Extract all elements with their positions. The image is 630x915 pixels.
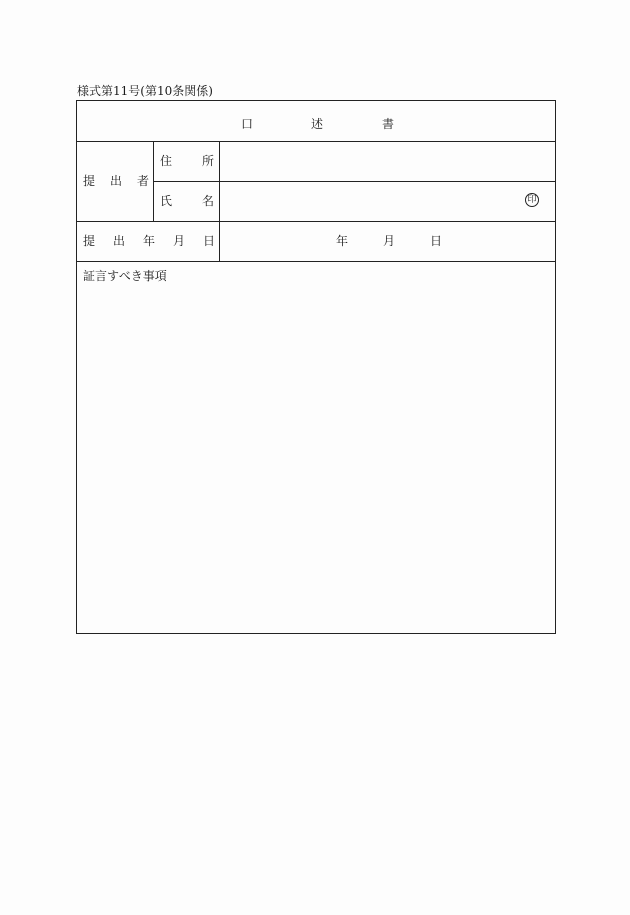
- form-number: 様式第11号(第10条関係): [77, 84, 213, 98]
- title-char-3: 書: [382, 117, 395, 131]
- submitter-label-char-1: 提: [83, 174, 96, 188]
- name-label-char-1: 氏: [160, 194, 173, 208]
- date-label-char-4: 月: [173, 234, 186, 248]
- address-field[interactable]: [220, 142, 555, 181]
- address-label-char-2: 所: [202, 154, 215, 168]
- date-label-char-5: 日: [203, 234, 216, 248]
- rule-below-date: [77, 261, 555, 262]
- date-label-char-3: 年: [143, 234, 156, 248]
- date-day-char: 日: [430, 234, 443, 248]
- rule-submitter-divider: [153, 141, 154, 221]
- date-month-char: 月: [383, 234, 396, 248]
- submitter-label-char-3: 者: [137, 174, 150, 188]
- title-char-1: 口: [241, 117, 254, 131]
- submitter-label-char-2: 出: [110, 174, 123, 188]
- name-field[interactable]: [220, 182, 520, 221]
- date-label-char-2: 出: [113, 234, 126, 248]
- date-label-char-1: 提: [83, 234, 96, 248]
- title-char-2: 述: [311, 117, 324, 131]
- testimony-label: 証言すべき事項: [83, 269, 167, 283]
- date-year-char: 年: [336, 234, 349, 248]
- oral-statement-form: [76, 100, 556, 634]
- address-label-char-1: 住: [160, 154, 173, 168]
- seal-mark: 印: [525, 193, 539, 207]
- testimony-field[interactable]: [78, 287, 554, 632]
- name-label-char-2: 名: [202, 194, 215, 208]
